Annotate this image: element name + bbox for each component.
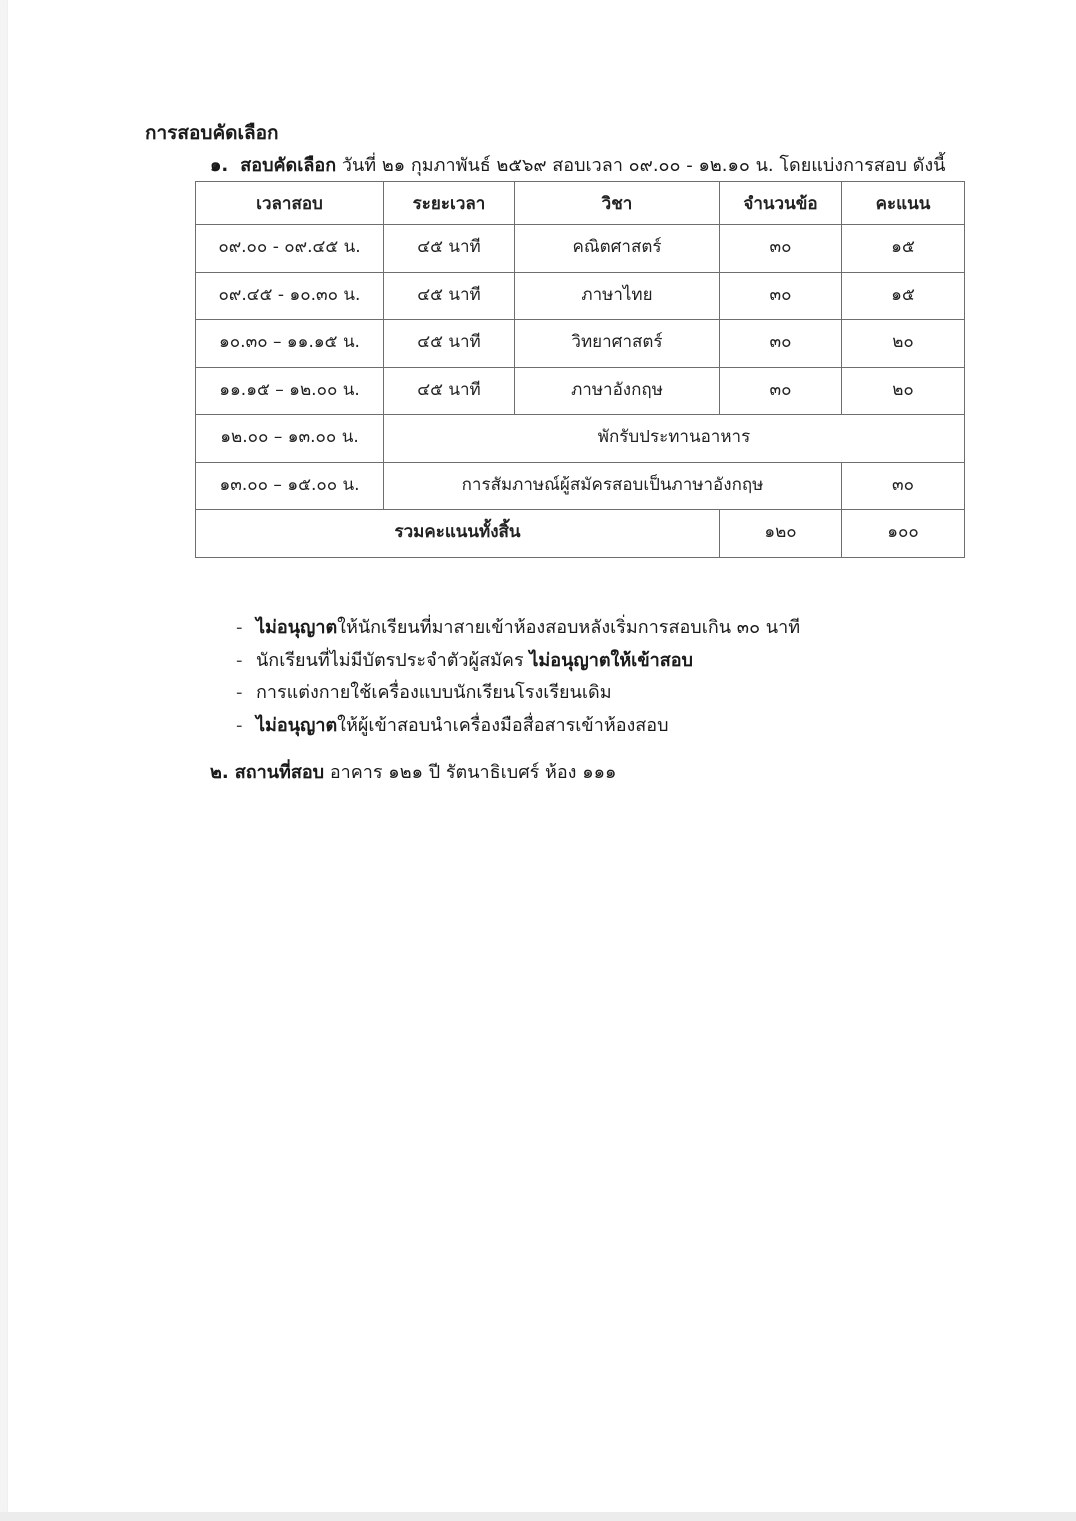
cell-score: ๓๐ [842, 462, 965, 510]
total-row [196, 510, 965, 558]
header-time: เวลาสอบ [196, 182, 384, 225]
cell-time: ๑๒.๐๐ – ๑๓.๐๐ น. [196, 415, 384, 463]
cell-total-label: รวมคะแนนทั้งสิ้น [196, 510, 720, 558]
item-2-title: สถานที่สอบ [234, 762, 325, 783]
cell-time: ๐๙.๐๐ - ๐๙.๔๕ น. [196, 225, 384, 273]
item-2-exam-location [210, 760, 616, 786]
cell-subject: วิทยาศาสตร์ [515, 320, 720, 368]
list-item [236, 645, 800, 678]
section-heading: การสอบคัดเลือก [145, 122, 279, 144]
header-questions: จำนวนข้อ [720, 182, 842, 225]
bullet-dash: - [236, 617, 243, 638]
rule-bold-prefix: ไม่อนุญาต [256, 714, 338, 736]
exam-schedule-table [195, 181, 965, 558]
table-header-row [196, 182, 965, 225]
table-row [196, 367, 965, 415]
cell-total-questions: ๑๒๐ [720, 510, 842, 558]
rule-bold-suffix: ไม่อนุญาตให้เข้าสอบ [529, 649, 693, 671]
list-item [236, 612, 800, 645]
page-bottom-edge [0, 1512, 1076, 1521]
cell-questions: ๓๐ [720, 272, 842, 320]
item-1-exam-date [210, 153, 945, 179]
item-1-title: สอบคัดเลือก [240, 155, 337, 176]
cell-duration: ๔๕ นาที [384, 272, 515, 320]
lunch-row [196, 415, 965, 463]
bullet-dash: - [236, 714, 243, 736]
item-2-text: อาคาร ๑๒๑ ปี รัตนาธิเบศร์ ห้อง ๑๑๑ [324, 762, 617, 783]
rule-text: ให้ผู้เข้าสอบนำเครื่องมือสื่อสารเข้าห้องสอบ [337, 714, 669, 736]
rule-text: ให้นักเรียนที่มาสายเข้าห้องสอบหลังเริ่มการสอบเกิน ๓๐ นาที [337, 617, 801, 638]
cell-duration: ๔๕ นาที [384, 225, 515, 273]
cell-duration: ๔๕ นาที [384, 367, 515, 415]
rule-text: การแต่งกายใช้เครื่องแบบนักเรียนโรงเรียนเดิม [256, 682, 612, 703]
rule-bold-prefix: ไม่อนุญาต [256, 617, 338, 638]
cell-questions: ๓๐ [720, 320, 842, 368]
bullet-dash: - [236, 649, 243, 671]
header-score: คะแนน [842, 182, 965, 225]
cell-time: ๐๙.๔๕ - ๑๐.๓๐ น. [196, 272, 384, 320]
cell-subject: คณิตศาสตร์ [515, 225, 720, 273]
list-item [236, 710, 800, 743]
exam-rules-list [236, 612, 800, 742]
bullet-dash: - [236, 682, 243, 703]
cell-questions: ๓๐ [720, 367, 842, 415]
cell-score: ๒๐ [842, 367, 965, 415]
header-subject: วิชา [515, 182, 720, 225]
cell-time: ๑๑.๑๕ – ๑๒.๐๐ น. [196, 367, 384, 415]
cell-duration: ๔๕ นาที [384, 320, 515, 368]
cell-time: ๑๓.๐๐ – ๑๕.๐๐ น. [196, 462, 384, 510]
cell-subject: ภาษาอังกฤษ [515, 367, 720, 415]
item-1-text: วันที่ ๒๑ กุมภาพันธ์ ๒๕๖๙ สอบเวลา ๐๙.๐๐ - ๑๒.๑๐ น. โดยแบ่งการสอบ ดังนี้ [341, 155, 946, 176]
cell-score: ๑๕ [842, 272, 965, 320]
table-row [196, 225, 965, 273]
item-1-number: ๑. [210, 155, 229, 176]
cell-interview: การสัมภาษณ์ผู้สมัครสอบเป็นภาษาอังกฤษ [384, 462, 842, 510]
item-2-number: ๒. [210, 762, 229, 783]
cell-subject: ภาษาไทย [515, 272, 720, 320]
table-row [196, 272, 965, 320]
cell-time: ๑๐.๓๐ – ๑๑.๑๕ น. [196, 320, 384, 368]
table-row [196, 320, 965, 368]
list-item [236, 677, 800, 710]
cell-score: ๒๐ [842, 320, 965, 368]
document-page [8, 0, 1076, 1512]
header-duration: ระยะเวลา [384, 182, 515, 225]
cell-score: ๑๕ [842, 225, 965, 273]
cell-lunch-break: พักรับประทานอาหาร [384, 415, 965, 463]
rule-text: นักเรียนที่ไม่มีบัตรประจำตัวผู้สมัคร [256, 649, 530, 671]
interview-row [196, 462, 965, 510]
cell-total-score: ๑๐๐ [842, 510, 965, 558]
cell-questions: ๓๐ [720, 225, 842, 273]
